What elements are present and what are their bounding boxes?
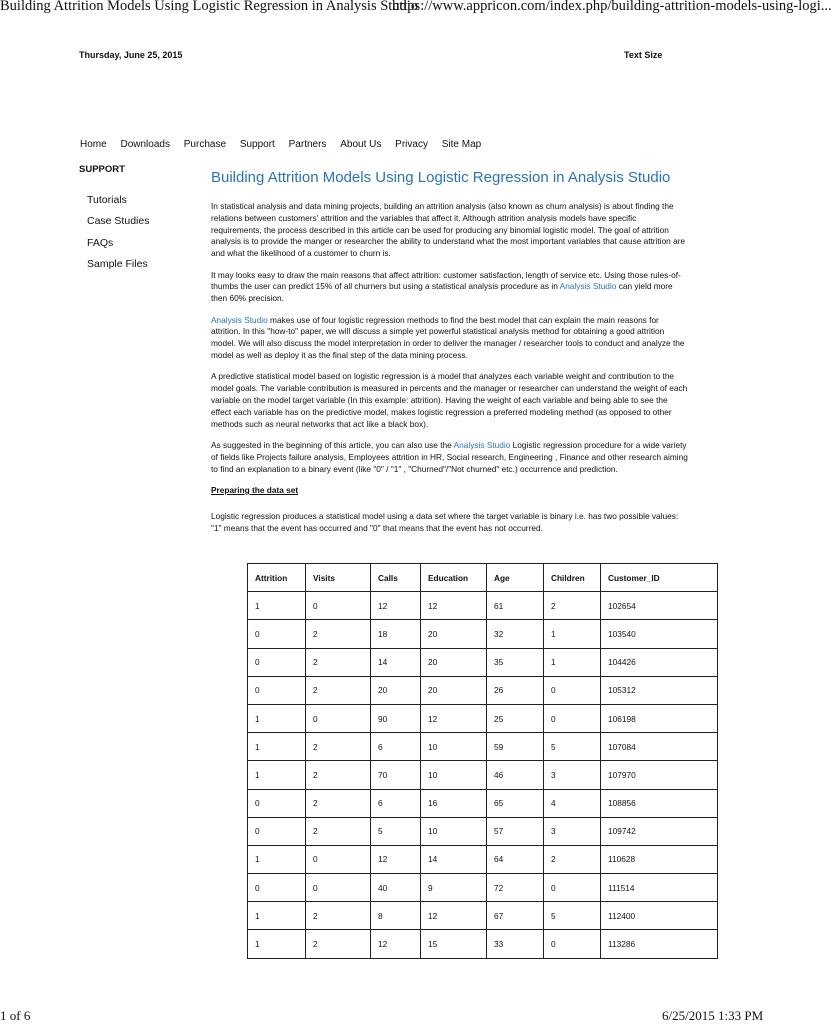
article-body <box>211 168 689 544</box>
section-heading: Preparing the data set <box>211 484 299 495</box>
table-cell: 12 <box>371 592 421 620</box>
table-cell: 1 <box>248 704 306 732</box>
table-cell: 0 <box>544 676 601 704</box>
table-cell: 0 <box>306 874 371 902</box>
table-cell: 2 <box>306 620 371 648</box>
table-cell: 0 <box>306 845 371 873</box>
table-cell: 2 <box>306 733 371 761</box>
table-cell: 0 <box>306 592 371 620</box>
nav-site-map[interactable]: Site Map <box>441 139 482 150</box>
table-cell: 107084 <box>601 733 718 761</box>
table-cell: 65 <box>487 789 544 817</box>
nav-support[interactable]: Support <box>239 139 275 150</box>
table-cell: 61 <box>487 592 544 620</box>
table-cell: 6 <box>371 789 421 817</box>
table-row <box>248 902 718 930</box>
table-row <box>248 845 718 873</box>
analysis-studio-link[interactable]: Analysis Studio <box>211 314 268 325</box>
table-cell: 0 <box>248 620 306 648</box>
paragraph-fields: As suggested in the beginning of this article, you can also use the Analysis Studio Logistic regression procedure for a wide variety of fields like Projects failure analysis, Employees attrition in HR, Social research, Engineering , Finance and other research aiming to find an explanation to a binary event (like "0" / "1" , "Churned"/"Not churned" etc.) occurrence and prediction. <box>211 439 688 474</box>
table-cell: 0 <box>248 789 306 817</box>
table-cell: 90 <box>371 704 421 732</box>
table-cell: 26 <box>487 676 544 704</box>
nav-partners[interactable]: Partners <box>288 139 327 150</box>
paragraph-intro: In statistical analysis and data mining projects, building an attrition analysis (also known as churn analysis) is about finding the relations between customers' attrition and the variables that affect it. Although attrition analysis models have specific requirements, the process described in this article can be used for producing any binomial logistic model. The goal of attrition analysis is to provide the manger or researcher the ability to understand what the most important variables that cause attrition are and what the likelihood of a customer to churn is. <box>211 201 686 259</box>
table-cell: 102654 <box>601 592 718 620</box>
table-cell: 10 <box>421 817 487 845</box>
paragraph-rules: It may looks easy to draw the main reasons that affect attrition: customer satisfaction, length of service etc. Using those rules-of-thumbs the user can predict 15% of all churners but using a statistical analysis procedure as in Analysis Studio can yield more then 60% precision. <box>211 269 681 304</box>
table-cell: 1 <box>544 648 601 676</box>
paragraph-methods: Analysis Studio makes use of four logistic regression methods to find the best model that can explain the main reasons for attrition. In this "how-to" paper, we will discuss a simple yet powerful statistical analysis method for obtaining a good attrition model. We will also discuss the model interpretation in order to deliver the manager / researcher tools to conduct and analyze the model as well as deploy it as the final step of the data mining process. <box>211 314 685 360</box>
table-cell: 8 <box>371 902 421 930</box>
table-cell: 20 <box>421 620 487 648</box>
table-cell: 0 <box>248 874 306 902</box>
table-cell: 2 <box>306 761 371 789</box>
table-cell: 4 <box>544 789 601 817</box>
table-cell: 108856 <box>601 789 718 817</box>
table-cell: 1 <box>248 761 306 789</box>
table-row <box>248 874 718 902</box>
table-cell: 14 <box>371 648 421 676</box>
sidebar-heading: SUPPORT <box>79 164 125 175</box>
table-cell: 57 <box>487 817 544 845</box>
table-cell: 12 <box>421 704 487 732</box>
sidebar-menu <box>87 194 149 279</box>
current-date: Thursday, June 25, 2015 <box>79 50 183 60</box>
main-nav <box>80 139 495 150</box>
table-cell: 10 <box>421 733 487 761</box>
table-cell: 2 <box>306 817 371 845</box>
nav-purchase[interactable]: Purchase <box>183 139 227 150</box>
table-cell: 32 <box>487 620 544 648</box>
table-cell: 107970 <box>601 761 718 789</box>
table-cell: 12 <box>371 930 421 958</box>
table-cell: 111514 <box>601 874 718 902</box>
table-cell: 1 <box>544 620 601 648</box>
column-header: Education <box>421 564 487 592</box>
table-cell: 72 <box>487 874 544 902</box>
table-cell: 33 <box>487 930 544 958</box>
table-row <box>248 817 718 845</box>
table-cell: 0 <box>248 676 306 704</box>
table-cell: 40 <box>371 874 421 902</box>
column-header: Visits <box>306 564 371 592</box>
table-cell: 20 <box>421 676 487 704</box>
table-header-row <box>248 564 718 592</box>
table-row <box>248 676 718 704</box>
table-cell: 16 <box>421 789 487 817</box>
table-cell: 35 <box>487 648 544 676</box>
table-cell: 2 <box>306 789 371 817</box>
table-row <box>248 930 718 958</box>
table-cell: 0 <box>248 648 306 676</box>
table-cell: 15 <box>421 930 487 958</box>
table-row <box>248 620 718 648</box>
table-cell: 109742 <box>601 817 718 845</box>
table-cell: 106198 <box>601 704 718 732</box>
analysis-studio-link[interactable]: Analysis Studio <box>453 439 511 450</box>
table-cell: 12 <box>371 845 421 873</box>
table-row <box>248 704 718 732</box>
table-cell: 1 <box>248 902 306 930</box>
table-cell: 6 <box>371 733 421 761</box>
print-timestamp: 6/25/2015 1:33 PM <box>662 1008 764 1023</box>
table-cell: 0 <box>544 874 601 902</box>
data-table <box>247 563 718 959</box>
table-cell: 110628 <box>601 845 718 873</box>
table-cell: 2 <box>306 930 371 958</box>
paragraph-dataset: Logistic regression produces a statistical model using a data set where the target variable is binary i.e. has two possible values: "1" means that the event has occurred and "0" that means that the event has not occurred. <box>211 510 679 533</box>
table-cell: 2 <box>306 648 371 676</box>
nav-about-us[interactable]: About Us <box>340 139 382 150</box>
table-cell: 0 <box>544 930 601 958</box>
table-cell: 12 <box>421 592 487 620</box>
sidebar-item-case-studies[interactable]: Case Studies <box>87 215 150 228</box>
article-title: Building Attrition Models Using Logistic Regression in Analysis Studio <box>211 169 671 186</box>
table-cell: 112400 <box>601 902 718 930</box>
table-cell: 2 <box>544 592 601 620</box>
page-number: 1 of 6 <box>0 1008 31 1023</box>
table-cell: 0 <box>306 704 371 732</box>
table-cell: 2 <box>306 902 371 930</box>
table-cell: 9 <box>421 874 487 902</box>
table-cell: 2 <box>306 676 371 704</box>
table-cell: 5 <box>544 902 601 930</box>
table-cell: 10 <box>421 761 487 789</box>
table-cell: 5 <box>544 733 601 761</box>
table-cell: 25 <box>487 704 544 732</box>
table-cell: 0 <box>248 817 306 845</box>
sidebar-item-tutorials[interactable]: Tutorials <box>87 194 127 206</box>
table-cell: 46 <box>487 761 544 789</box>
column-header: Customer_ID <box>601 564 718 592</box>
table-cell: 113286 <box>601 930 718 958</box>
table-cell: 1 <box>248 930 306 958</box>
analysis-studio-link[interactable]: Analysis Studio <box>559 281 617 292</box>
table-row <box>248 648 718 676</box>
nav-home[interactable]: Home <box>80 139 107 150</box>
table-cell: 1 <box>248 845 306 873</box>
table-cell: 105312 <box>601 676 718 704</box>
table-cell: 103540 <box>601 620 718 648</box>
sidebar-item-sample-files[interactable]: Sample Files <box>87 257 148 270</box>
text-size-control[interactable]: Text Size <box>624 50 663 60</box>
table-cell: 3 <box>544 761 601 789</box>
nav-privacy[interactable]: Privacy <box>395 139 428 150</box>
table-cell: 14 <box>421 845 487 873</box>
table-row <box>248 789 718 817</box>
table-cell: 1 <box>248 733 306 761</box>
sidebar-item-faqs[interactable]: FAQs <box>87 236 114 249</box>
table-cell: 18 <box>371 620 421 648</box>
paragraph-predictive: A predictive statistical model based on logistic regression is a model that analyzes each variable weight and contribution to the model goals. The variable contribution is measured in percents and the manager or researcher can understand the weight of each variable on the model target variable (In this example: attrition). Having the weight of each variable and being able to see the effect each variable has on the predictive model, makes logistic regression a preferred modeling method (as opposed to other methods such as neural networks that act like a black box). <box>211 371 688 429</box>
table-cell: 104426 <box>601 648 718 676</box>
nav-downloads[interactable]: Downloads <box>120 139 170 150</box>
column-header: Age <box>487 564 544 592</box>
table-cell: 70 <box>371 761 421 789</box>
table-cell: 20 <box>371 676 421 704</box>
table-cell: 67 <box>487 902 544 930</box>
print-header-title: Building Attrition Models Using Logistic Regression in Analysis Studio <box>0 0 419 14</box>
table-cell: 20 <box>421 648 487 676</box>
table-cell: 1 <box>248 592 306 620</box>
table-cell: 12 <box>421 902 487 930</box>
table-cell: 0 <box>544 704 601 732</box>
column-header: Children <box>544 564 601 592</box>
column-header: Attrition <box>248 564 306 592</box>
table-cell: 64 <box>487 845 544 873</box>
table-row <box>248 761 718 789</box>
table-row <box>248 733 718 761</box>
table-cell: 5 <box>371 817 421 845</box>
table-cell: 3 <box>544 817 601 845</box>
table-cell: 2 <box>544 845 601 873</box>
print-header-url: https://www.appricon.com/index.php/building-attrition-models-using-logi... <box>392 0 832 14</box>
column-header: Calls <box>371 564 421 592</box>
table-row <box>248 592 718 620</box>
table-cell: 59 <box>487 733 544 761</box>
